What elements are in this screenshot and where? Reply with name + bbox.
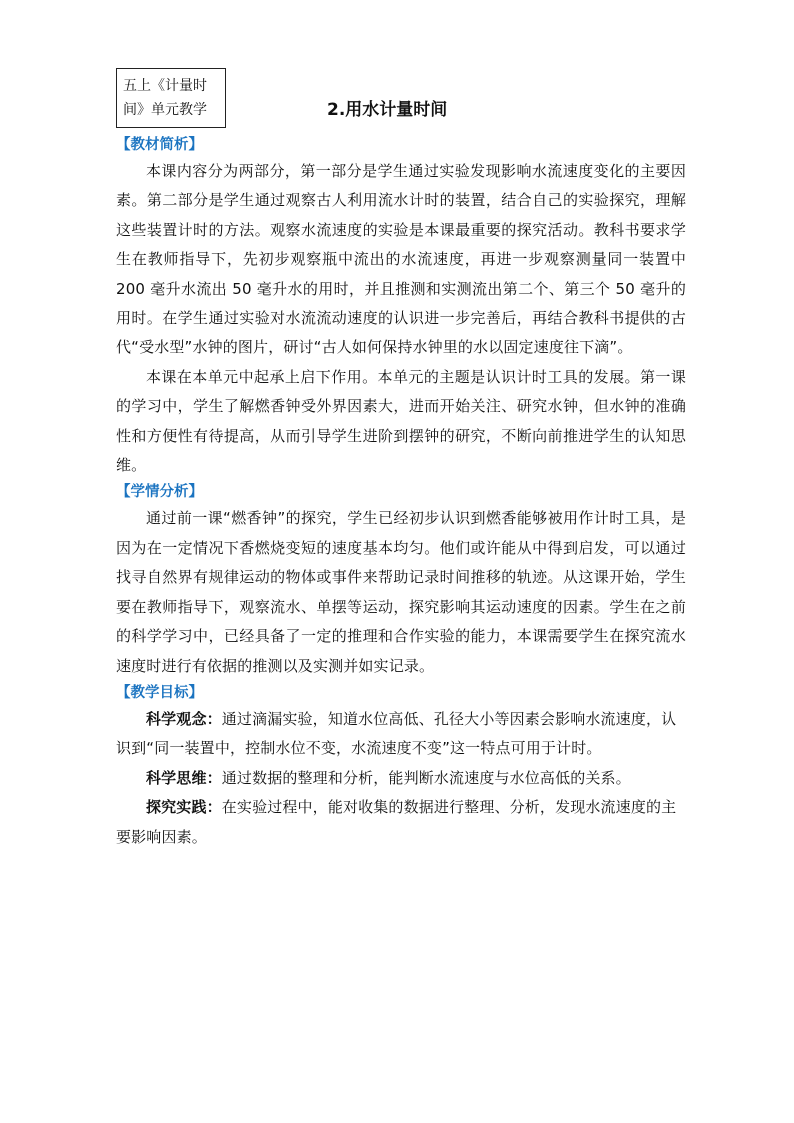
paragraph: 本课内容分为两部分，第一部分是学生通过实验发现影响水流速度变化的主要因素。第二部分是学生通过观察古人利用流水计时的装置，结合自己的实验探究，理解这些装置计时的方法。观察水流速度的实验是本课最重要的探究活动。教科书要求学生在教师指导下，先初步观察瓶中流出的水流速度，再进一步观察测量同一装置中 200 毫升水流出 50 毫升水的用时，并且推测和实测流出第二个、第三个 50 毫升的用时。在学生通过实验对水流流动速度的认识进一步完善后，再结合教科书提供的古代“受水型”水钟的图片，研讨“古人如何保持水钟里的水以固定速度往下滴”。: [116, 162, 686, 357]
document-body: [116, 133, 686, 852]
paragraph: 本课在本单元中起承上启下作用。本单元的主题是认识计时工具的发展。第一课的学习中，学生了解燃香钟受外界因素大，进而开始关注、研究水钟，但水钟的准确性和方便性有待提高，从而引导学生进阶到摆钟的研究，不断向前推进学生的认知思维。: [116, 367, 686, 475]
goal-label: 探究实践：: [146, 798, 222, 817]
unit-tag-box: [116, 68, 226, 128]
section-heading: 【教材简析】: [116, 137, 203, 153]
section-teaching-goals: [116, 681, 686, 852]
section-textbook-analysis: [116, 133, 686, 480]
goal-item: [116, 705, 686, 764]
unit-tag-text: 五上《计量时间》单元教学: [123, 78, 207, 118]
lesson-title: 2.用水计量时间: [327, 100, 448, 120]
paragraph: 通过前一课“燃香钟”的探究，学生已经初步认识到燃香能够被用作计时工具，是因为在一定情况下香燃烧变短的速度基本均匀。他们或许能从中得到启发，可以通过找寻自然界有规律运动的物体或事件来帮助记录时间推移的轨迹。从这课开始，学生要在教师指导下，观察流水、单摆等运动，探究影响其运动速度的因素。学生在之前的科学学习中，已经具备了一定的推理和合作实验的能力，本课需要学生在探究流水速度时进行有依据的推测以及实测并如实记录。: [116, 509, 686, 675]
goal-item: [116, 764, 686, 793]
goal-label: 科学思维：: [146, 768, 222, 787]
section-heading: 【教学目标】: [116, 684, 203, 701]
section-heading: 【学情分析】: [116, 484, 203, 501]
section-student-analysis: [116, 480, 686, 680]
goal-label: 科学观念：: [146, 709, 222, 728]
goal-item: [116, 793, 686, 852]
goal-text: 通过数据的整理和分析，能判断水流速度与水位高低的关系。: [221, 768, 631, 787]
goal-text: 通过滴漏实验，知道水位高低、孔径大小等因素会影响水流速度，认识到“同一装置中，控制水位不变，水流速度不变”这一特点可用于计时。: [116, 709, 677, 758]
goal-text: 在实验过程中，能对收集的数据进行整理、分析，发现水流速度的主要影响因素。: [116, 798, 677, 846]
